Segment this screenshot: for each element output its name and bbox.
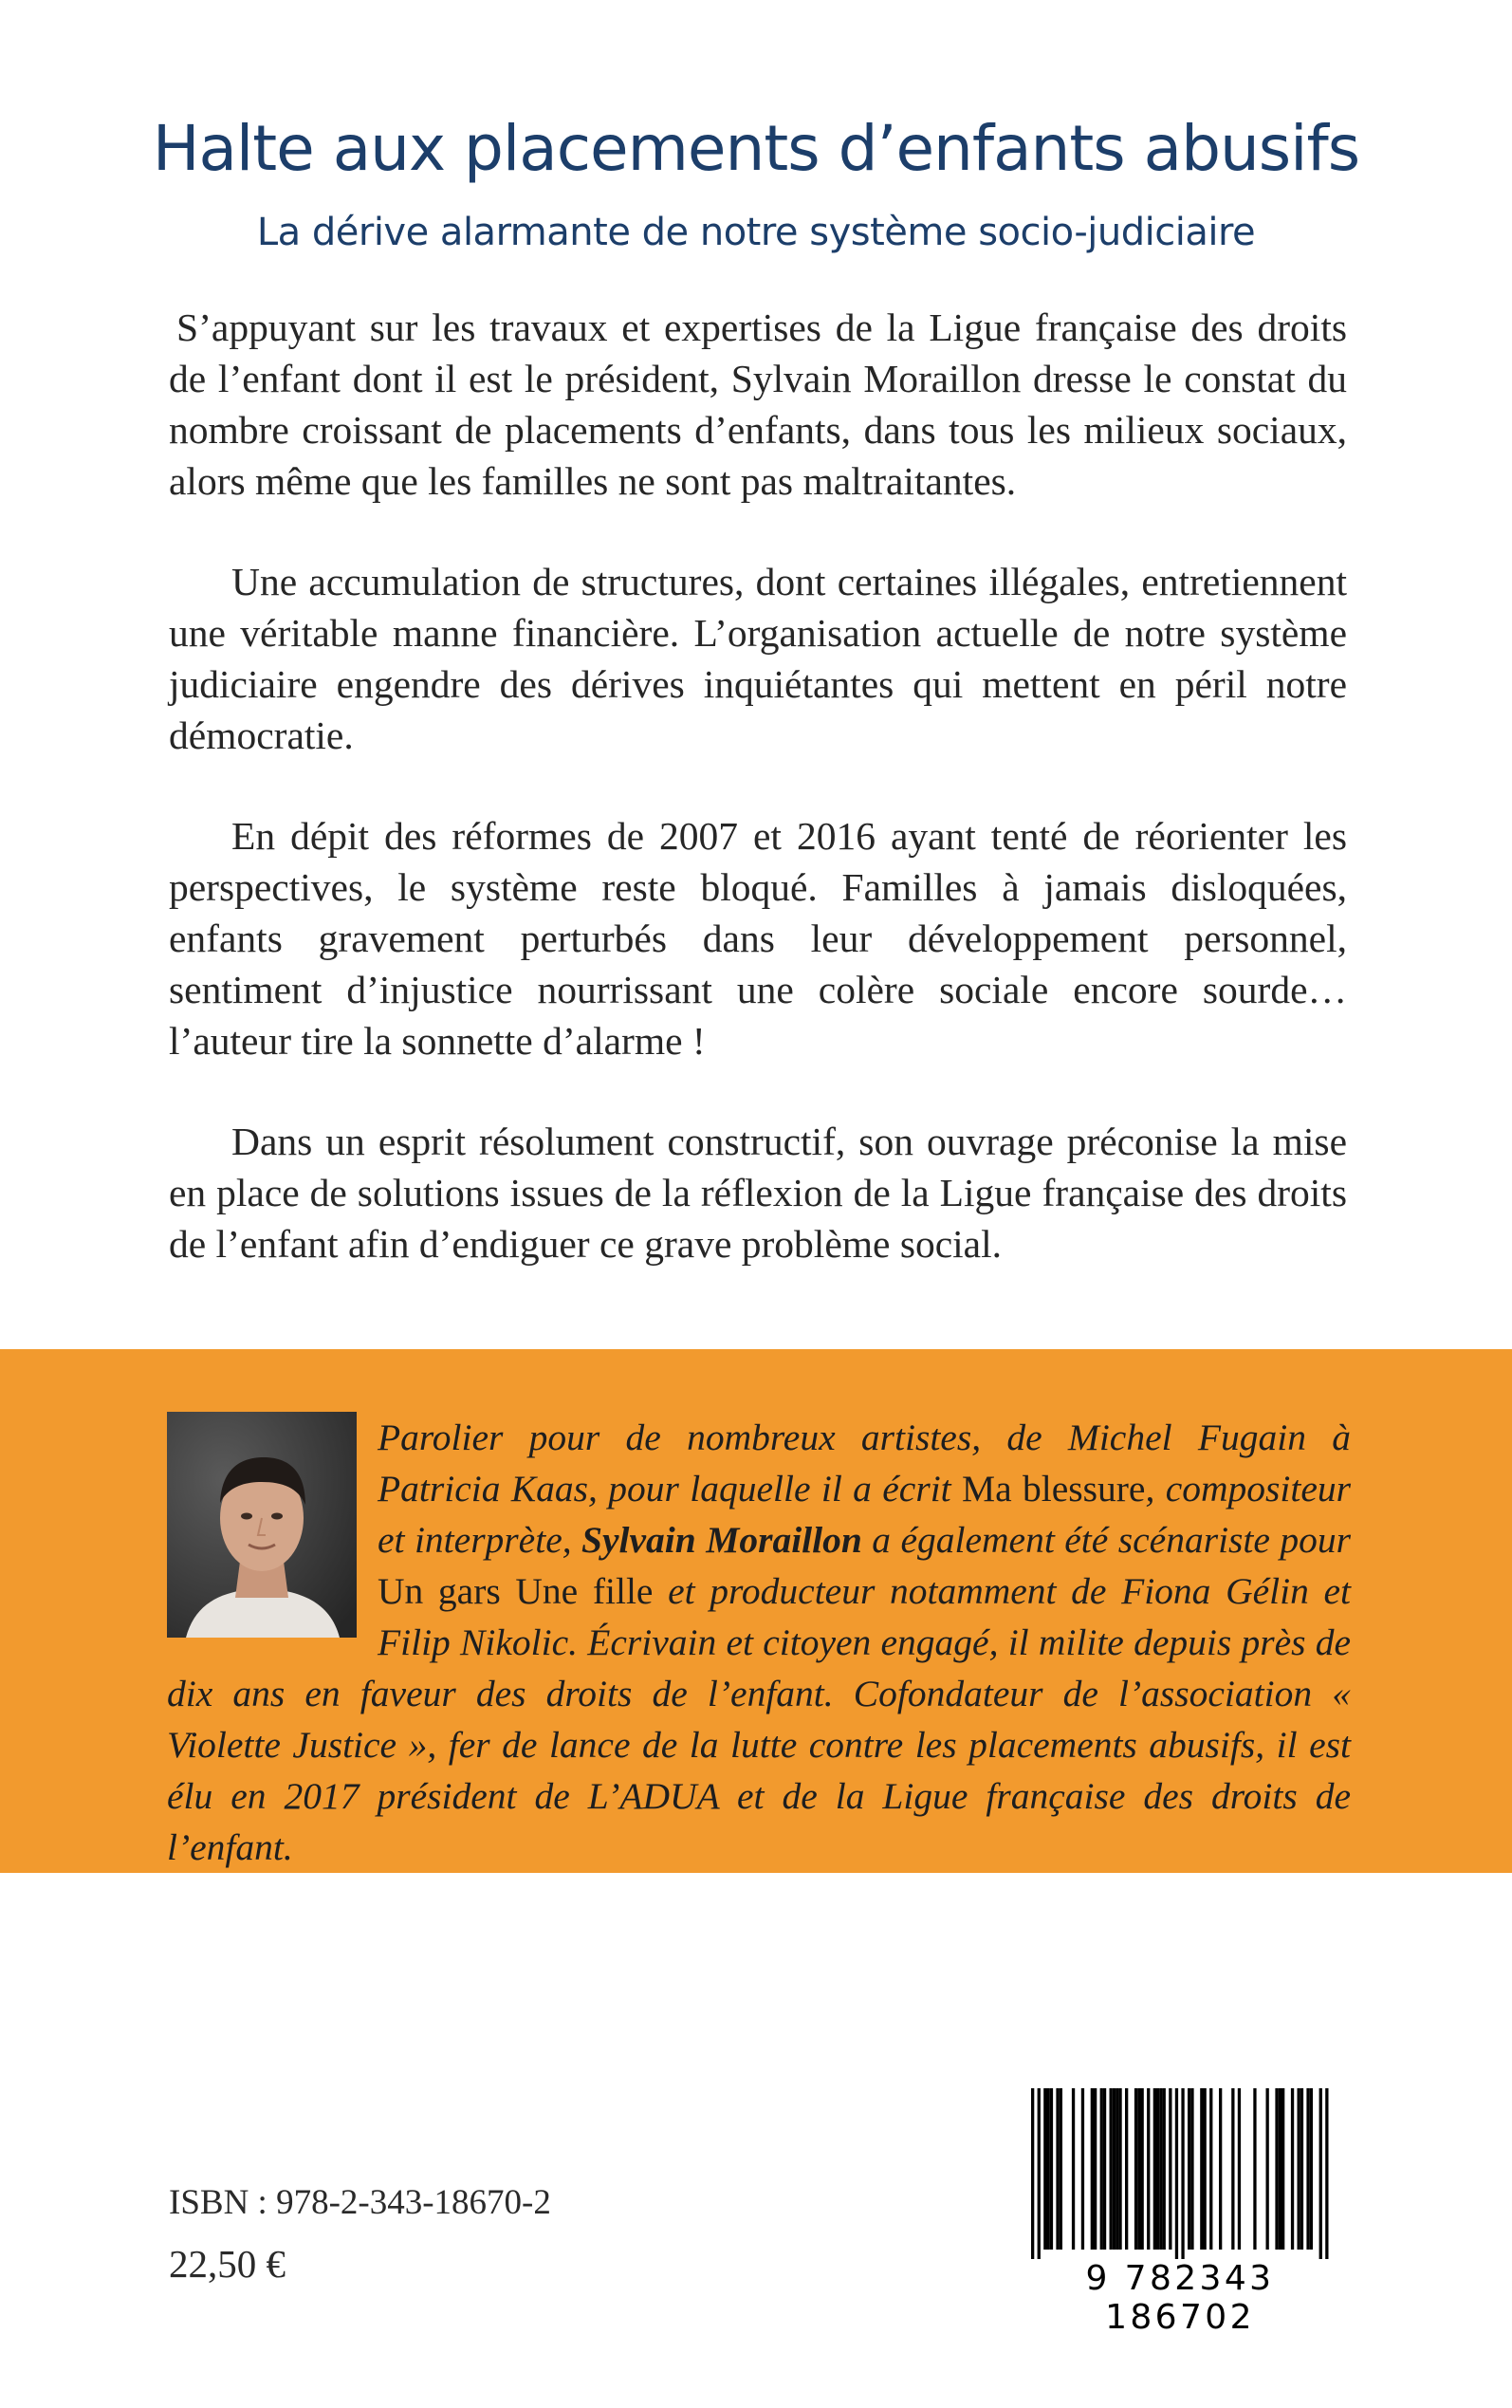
summary-paragraph-2: Une accumulation de structures, dont certaines illégales, entretiennent une véritable manne financière. L’organisation actuelle de notre système judiciaire engendre des dérives inquiétantes qui mettent en péril notre démocratie. <box>169 560 1347 757</box>
barcode-bar <box>1103 2088 1106 2250</box>
barcode-bar <box>1031 2088 1034 2259</box>
barcode-bar <box>1081 2088 1084 2250</box>
barcode-bar <box>1200 2088 1203 2250</box>
summary-paragraph-3: En dépit des réformes de 2007 et 2016 ayant tenté de réorienter les perspectives, le système reste bloqué. Familles à jamais disloquées, enfants gravement perturbés dans leur développement personnel, sentiment d’injustice nourrissant une colère sociale encore sourde… l’auteur tire la sonnette d’alarme ! <box>169 814 1347 1063</box>
barcode-bar <box>1181 2088 1184 2259</box>
barcode-bar <box>1169 2088 1171 2250</box>
barcode-bar <box>1266 2088 1269 2250</box>
barcode-bar <box>1116 2088 1118 2250</box>
barcode-bar <box>1094 2088 1097 2250</box>
author-bio-band <box>0 1349 1512 1873</box>
barcode <box>1008 2084 1352 2337</box>
barcode-bar <box>1279 2088 1282 2250</box>
barcode-bar <box>1147 2088 1150 2250</box>
barcode-bar <box>1188 2088 1190 2250</box>
back-cover-summary <box>169 302 1347 1319</box>
bio-song-title: Ma blessure <box>962 1468 1146 1510</box>
bio-author-name: Sylvain Moraillon <box>581 1519 862 1561</box>
barcode-bar <box>1137 2088 1140 2250</box>
barcode-bar <box>1091 2088 1094 2250</box>
summary-paragraph-4: Dans un esprit résolument constructif, son ouvrage préconise la mise en place de solutions issues de la réflexion de la Ligue française des droits de l’enfant afin d’endiguer ce grave problème social. <box>169 1120 1347 1266</box>
barcode-bar <box>1310 2088 1313 2250</box>
summary-paragraph-1: S’appuyant sur les travaux et expertises de la Ligue française des droits de l’enfant dont il est le président, Sylvain Moraillon dresse le constat du nombre croissant de placements d’enfants, dans tous les milieux sociaux, alors même que les familles ne sont pas maltraitantes. <box>169 306 1347 503</box>
barcode-bar <box>1056 2088 1059 2250</box>
author-bio <box>167 1412 1351 1873</box>
book-title: Halte aux placements d’enfants abusifs <box>152 112 1360 185</box>
barcode-bars <box>1008 2084 1352 2259</box>
barcode-bar <box>1125 2088 1128 2250</box>
barcode-bar <box>1231 2088 1234 2250</box>
barcode-bar <box>1204 2088 1207 2250</box>
barcode-bar <box>1050 2088 1053 2250</box>
barcode-bar <box>1118 2088 1121 2250</box>
barcode-bar <box>1141 2088 1144 2250</box>
barcode-bar <box>1134 2088 1137 2250</box>
barcode-bar <box>1190 2088 1193 2250</box>
photo-spacer <box>167 1412 357 1666</box>
barcode-bar <box>1153 2088 1156 2250</box>
barcode-bar <box>1113 2088 1116 2250</box>
header <box>0 112 1512 256</box>
barcode-bar <box>1275 2088 1278 2250</box>
barcode-bar <box>1043 2088 1046 2250</box>
barcode-bar <box>1175 2088 1178 2259</box>
barcode-bar <box>1219 2088 1222 2250</box>
barcode-bar <box>1319 2088 1322 2259</box>
barcode-digits: 9 782343 186702 <box>1085 2259 1275 2337</box>
barcode-bar <box>1156 2088 1159 2250</box>
barcode-bar <box>1298 2088 1300 2250</box>
barcode-bar <box>1047 2088 1050 2250</box>
barcode-bar <box>1072 2088 1075 2250</box>
barcode-bar <box>1163 2088 1166 2250</box>
bio-film-title: Un gars Une fille <box>378 1570 654 1612</box>
barcode-bar <box>1282 2088 1284 2250</box>
barcode-bar <box>1325 2088 1328 2259</box>
price: 22,50 € <box>169 2242 286 2286</box>
isbn: ISBN : 978-2-343-18670-2 <box>169 2183 551 2222</box>
book-subtitle: La dérive alarmante de notre système socio-judiciaire <box>256 211 1256 254</box>
barcode-bar <box>1300 2088 1303 2250</box>
barcode-bar <box>1253 2088 1256 2250</box>
barcode-bar <box>1306 2088 1309 2250</box>
barcode-bar <box>1060 2088 1062 2250</box>
bio-text-1: Parolier pour de nombreux artistes, de Michel Fugain à Patricia Kaas, pour laquelle il a écrit <box>378 1417 1351 1510</box>
bio-text-3: a également été scénariste pour <box>861 1519 1351 1561</box>
barcode-bar <box>1110 2088 1113 2250</box>
barcode-bar <box>1038 2088 1041 2259</box>
bio-text-4: et producteur notamment de Fiona Gélin et Filip Nikolic. Écrivain et citoyen engagé, il milite depuis près de dix ans en faveur des droits de l’enfant. Cofondateur de l’association « Violette Justice », fer de lance de la lutte contre les placements abusifs, il est élu en 2017 président de L’ADUA et de la Ligue française des droits de l’enfant. <box>167 1570 1351 1868</box>
barcode-bar <box>1238 2088 1241 2250</box>
barcode-bar <box>1100 2088 1103 2250</box>
barcode-bar <box>1291 2088 1294 2250</box>
bio-text-2: , compositeur et interprète, <box>378 1468 1351 1561</box>
barcode-bar <box>1209 2088 1212 2250</box>
barcode-bar <box>1159 2088 1162 2250</box>
